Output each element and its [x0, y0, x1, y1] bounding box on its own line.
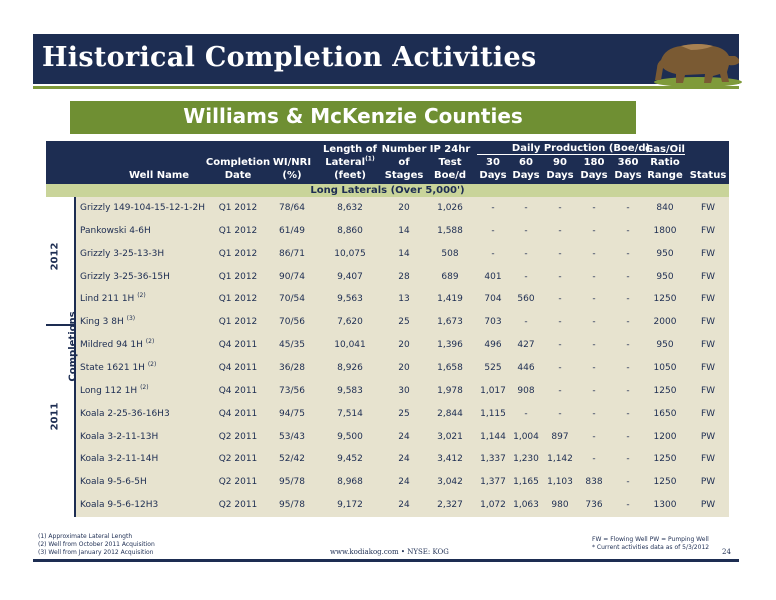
date-cell: Q2 2011: [218, 500, 258, 511]
lateral-cell: 9,583: [337, 385, 363, 396]
stages-cell: 25: [398, 317, 410, 328]
d30-cell: 525: [484, 362, 502, 373]
d360-cell: -: [626, 340, 630, 351]
well-name-cell: Pankowski 4-6H: [80, 225, 151, 236]
header-well-name: Well Name: [128, 170, 190, 181]
d360-cell: -: [626, 385, 630, 396]
lateral-cell: 10,075: [334, 248, 366, 259]
d360-cell: -: [626, 431, 630, 442]
status-cell: FW: [700, 225, 716, 236]
d90-cell: -: [558, 294, 562, 305]
stages-cell: 28: [398, 271, 410, 282]
d30-cell: -: [491, 203, 495, 213]
well-name-cell: Grizzly 3-25-13-3H: [80, 248, 165, 259]
gor-cell: 950: [656, 248, 674, 259]
d60-cell: -: [524, 408, 528, 419]
table-row: [46, 448, 729, 471]
status-cell: FW: [700, 203, 716, 213]
wi-cell: 90/74: [279, 271, 305, 282]
title-underline: [33, 86, 739, 89]
stages-cell: 14: [398, 225, 410, 236]
d90-cell: -: [558, 340, 562, 351]
lateral-cell: 9,172: [337, 500, 363, 511]
d90-cell: 897: [551, 431, 569, 442]
ip-cell: 1,673: [437, 317, 463, 328]
well-name-cell: Grizzly 3-25-36-15H: [80, 271, 170, 282]
stages-cell: 20: [398, 203, 410, 213]
d90-cell: 980: [551, 500, 569, 511]
wi-cell: 78/64: [279, 203, 305, 213]
wi-cell: 95/78: [279, 500, 305, 511]
d180-cell: -: [592, 317, 596, 328]
status-cell: PW: [700, 500, 716, 511]
stages-cell: 20: [398, 340, 410, 351]
ip-cell: 1,658: [437, 362, 463, 373]
d60-cell: 1,004: [513, 431, 539, 442]
legend-line-2: * Current activities data as of 5/3/2012: [592, 544, 710, 551]
header-30-days: 30 Days: [479, 157, 507, 181]
well-name-cell: Koala 9-5-6-12H3: [80, 500, 159, 511]
table-row: [46, 403, 729, 426]
d90-cell: -: [558, 385, 562, 396]
d60-cell: -: [524, 271, 528, 282]
d30-cell: 401: [484, 271, 502, 282]
table-row: [46, 334, 729, 357]
lateral-cell: 8,860: [337, 225, 363, 236]
d60-cell: 560: [517, 294, 535, 305]
d30-cell: 1,144: [480, 431, 506, 442]
stages-cell: 14: [398, 248, 410, 259]
d30-cell: 1,072: [480, 500, 506, 511]
ip-cell: 3,021: [437, 431, 463, 442]
ip-cell: 1,419: [437, 294, 463, 305]
header-60-days: 60 Days: [512, 157, 540, 181]
table-row: [46, 243, 729, 266]
gor-cell: 950: [656, 271, 674, 282]
ip-cell: 2,844: [437, 408, 463, 419]
well-name-cell: Koala 3-2-11-13H: [80, 431, 159, 442]
d360-cell: -: [626, 271, 630, 282]
well-name-cell: Grizzly 149-104-15-12-1-2H: [80, 203, 206, 213]
d360-cell: -: [626, 477, 630, 488]
d180-cell: -: [592, 340, 596, 351]
d180-cell: 838: [585, 477, 603, 488]
lateral-cell: 8,926: [337, 362, 363, 373]
ip-cell: 2,327: [437, 500, 463, 511]
long-laterals-label: Long Laterals (Over 5,000'): [310, 185, 465, 196]
date-cell: Q4 2011: [218, 385, 258, 396]
date-cell: Q4 2011: [218, 340, 258, 351]
d180-cell: -: [592, 385, 596, 396]
lateral-cell: 10,041: [334, 340, 366, 351]
status-legend: [592, 536, 709, 552]
completions-table: [46, 141, 729, 517]
d180-cell: -: [592, 431, 596, 442]
date-cell: Q1 2012: [218, 248, 258, 259]
gor-cell: 1050: [653, 362, 677, 373]
footnote-3: (3) Well from January 2012 Acquisition: [38, 549, 154, 556]
status-cell: FW: [700, 294, 716, 305]
d90-cell: -: [558, 271, 562, 282]
header-180-days: 180 Days: [580, 157, 608, 181]
header-360-days: 360 Days: [614, 157, 642, 181]
d30-cell: 704: [484, 294, 502, 305]
d90-cell: -: [558, 225, 562, 236]
d360-cell: -: [626, 362, 630, 373]
status-cell: FW: [700, 317, 716, 328]
status-cell: PW: [700, 477, 716, 488]
well-name-cell: Koala 3-2-11-14H: [80, 454, 159, 465]
gor-cell: 840: [656, 203, 674, 213]
ip-cell: 1,396: [437, 340, 463, 351]
date-cell: Q4 2011: [218, 362, 258, 373]
stages-cell: 30: [398, 385, 410, 396]
d60-cell: -: [524, 317, 528, 328]
page-number: 24: [722, 548, 731, 556]
d60-cell: 908: [517, 385, 535, 396]
header-ip-24hr: IP 24hr Test Boe/d: [429, 144, 471, 181]
header-lateral-length: Length of Lateral$^{(1)}$ (feet): [322, 144, 378, 181]
header-status: Status: [689, 170, 727, 181]
footnote-marker: (3): [126, 315, 136, 323]
d90-cell: -: [558, 248, 562, 259]
stages-cell: 25: [398, 408, 410, 419]
gor-cell: 1250: [653, 477, 677, 488]
d360-cell: -: [626, 500, 630, 511]
footnote-marker: (2): [140, 383, 149, 391]
completions-label: Completions: [67, 311, 79, 382]
lateral-cell: 9,500: [337, 431, 363, 442]
website-link[interactable]: www.kodiakog.com • NYSE: KOG: [330, 548, 449, 556]
table-row: [46, 357, 729, 380]
date-cell: Q4 2011: [218, 408, 258, 419]
table-row: [46, 220, 729, 243]
d60-cell: 446: [517, 362, 535, 373]
gor-cell: 1250: [653, 454, 677, 465]
d60-cell: 427: [517, 340, 535, 351]
d90-cell: -: [558, 317, 562, 328]
well-name-cell: King 3 8H $^{(3)}$: [80, 315, 136, 328]
d360-cell: -: [626, 294, 630, 305]
d30-cell: 1,115: [480, 408, 506, 419]
d30-cell: 1,377: [480, 477, 506, 488]
well-name-cell: Koala 9-5-6-5H: [80, 477, 147, 488]
wi-cell: 73/56: [279, 385, 305, 396]
year-2012-label: 2012: [49, 242, 61, 271]
d30-cell: -: [491, 248, 495, 259]
footnote-marker: (2): [145, 338, 155, 346]
well-name-cell: Mildred 94 1H $^{(2)}$: [80, 338, 155, 351]
table-row: [46, 266, 729, 289]
table-row: [46, 426, 729, 449]
stages-cell: 20: [398, 362, 410, 373]
ip-cell: 1,588: [437, 225, 463, 236]
header-completion-date: Completion Date: [205, 157, 271, 181]
d60-cell: 1,230: [513, 454, 539, 465]
d90-cell: -: [558, 362, 562, 373]
legend-line-1: FW = Flowing Well PW = Pumping Well: [592, 536, 709, 543]
table-row: [46, 311, 729, 334]
lateral-cell: 9,563: [337, 294, 363, 305]
footer-rule: [33, 559, 739, 562]
stages-cell: 24: [398, 477, 410, 488]
date-cell: Q1 2012: [218, 317, 258, 328]
d90-cell: 1,103: [547, 477, 573, 488]
d30-cell: 496: [484, 340, 502, 351]
table-row: [46, 494, 729, 517]
page-title: Historical Completion Activities: [42, 42, 537, 73]
date-cell: Q2 2011: [218, 477, 258, 488]
wi-cell: 36/28: [279, 362, 305, 373]
lateral-cell: 9,407: [337, 271, 363, 282]
header-stages: Number of Stages: [381, 144, 427, 181]
d180-cell: -: [592, 271, 596, 282]
date-cell: Q1 2012: [218, 203, 258, 213]
gor-cell: 1650: [653, 408, 677, 419]
well-name-cell: Lind 211 1H $^{(2)}$: [80, 292, 146, 305]
subtitle: Williams & McKenzie Counties: [183, 104, 523, 128]
d60-cell: 1,165: [513, 477, 539, 488]
gor-cell: 1200: [653, 431, 677, 442]
d30-cell: 1,017: [480, 385, 506, 396]
gor-cell: 950: [656, 340, 674, 351]
gor-cell: 1300: [653, 500, 677, 511]
d30-cell: -: [491, 225, 495, 236]
well-name-cell: Koala 2-25-36-16H3: [80, 408, 170, 419]
d90-cell: -: [558, 203, 562, 213]
d180-cell: -: [592, 294, 596, 305]
d360-cell: -: [626, 408, 630, 419]
date-cell: Q2 2011: [218, 431, 258, 442]
status-cell: FW: [700, 271, 716, 282]
stages-cell: 24: [398, 454, 410, 465]
d180-cell: -: [592, 225, 596, 236]
bear-logo-icon: [643, 30, 743, 88]
lateral-cell: 8,632: [337, 203, 363, 213]
d30-cell: 1,337: [480, 454, 506, 465]
header-wi-nri: WI/NRI (%): [272, 157, 312, 181]
status-cell: FW: [700, 408, 716, 419]
wi-cell: 52/42: [279, 454, 305, 465]
d360-cell: -: [626, 203, 630, 213]
table-row: [46, 471, 729, 494]
wi-cell: 53/43: [279, 431, 305, 442]
d180-cell: 736: [585, 500, 603, 511]
ip-cell: 508: [441, 248, 459, 259]
d90-cell: -: [558, 408, 562, 419]
d180-cell: -: [592, 248, 596, 259]
ip-cell: 689: [441, 271, 459, 282]
d360-cell: -: [626, 225, 630, 236]
wi-cell: 94/75: [279, 408, 305, 419]
lateral-cell: 7,514: [337, 408, 363, 419]
d90-cell: 1,142: [547, 454, 573, 465]
stages-cell: 24: [398, 500, 410, 511]
wi-cell: 61/49: [279, 225, 305, 236]
wi-cell: 70/56: [279, 317, 305, 328]
table-row: [46, 288, 729, 311]
well-name-cell: Long 112 1H $^{(2)}$: [80, 383, 149, 396]
footnote-marker: (2): [137, 292, 146, 300]
footnotes: [38, 533, 155, 557]
header-daily-production: Daily Production (Boe/d): [511, 143, 651, 154]
wi-cell: 45/35: [279, 340, 305, 351]
d180-cell: -: [592, 454, 596, 465]
date-cell: Q1 2012: [218, 294, 258, 305]
lateral-cell: 7,620: [337, 317, 363, 328]
footnote-2: (2) Well from October 2011 Acquisition: [38, 541, 155, 548]
d60-cell: -: [524, 203, 528, 213]
wi-cell: 70/54: [279, 294, 305, 305]
d60-cell: -: [524, 248, 528, 259]
d60-cell: 1,063: [513, 500, 539, 511]
table-row: [46, 380, 729, 403]
d360-cell: -: [626, 248, 630, 259]
status-cell: PW: [700, 431, 716, 442]
d360-cell: -: [626, 317, 630, 328]
wi-cell: 95/78: [279, 477, 305, 488]
year-2011-label: 2011: [49, 402, 61, 431]
d60-cell: -: [524, 225, 528, 236]
stages-cell: 24: [398, 431, 410, 442]
table-row: [46, 197, 729, 220]
status-cell: FW: [700, 385, 716, 396]
d180-cell: -: [592, 408, 596, 419]
status-cell: FW: [700, 340, 716, 351]
lateral-cell: 8,968: [337, 477, 363, 488]
d180-cell: -: [592, 362, 596, 373]
header-90-days: 90 Days: [546, 157, 574, 181]
status-cell: FW: [700, 248, 716, 259]
header-gas-oil-ratio: Gas/Oil Ratio Range: [645, 144, 685, 181]
status-cell: FW: [700, 454, 716, 465]
well-name-cell: State 1621 1H $^{(2)}$: [80, 360, 157, 373]
gor-cell: 1250: [653, 294, 677, 305]
gor-cell: 2000: [653, 317, 677, 328]
ip-cell: 1,978: [437, 385, 463, 396]
lateral-cell: 9,452: [337, 454, 363, 465]
footnote-1: (1) Approximate Lateral Length: [38, 533, 133, 540]
d360-cell: -: [626, 454, 630, 465]
ip-cell: 3,042: [437, 477, 463, 488]
d180-cell: -: [592, 203, 596, 213]
footnote-marker: (2): [147, 360, 157, 368]
gor-cell: 1250: [653, 385, 677, 396]
date-cell: Q2 2011: [218, 454, 258, 465]
stages-cell: 13: [398, 294, 410, 305]
status-cell: FW: [700, 362, 716, 373]
wi-cell: 86/71: [279, 248, 305, 259]
date-cell: Q1 2012: [218, 225, 258, 236]
date-cell: Q1 2012: [218, 271, 258, 282]
d30-cell: 703: [484, 317, 502, 328]
ip-cell: 1,026: [437, 203, 463, 213]
ip-cell: 3,412: [437, 454, 463, 465]
gor-cell: 1800: [653, 225, 677, 236]
